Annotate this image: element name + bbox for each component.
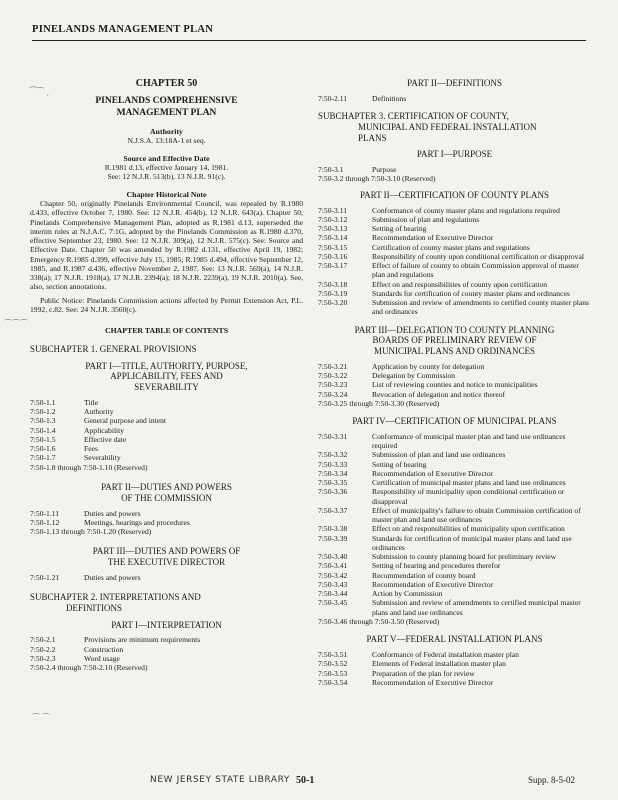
toc-row: 7:50-3.34 Recommendation of Executive Director bbox=[318, 468, 494, 478]
part-heading: PART II—DUTIES AND POWERS OF THE COMMISSION bbox=[101, 481, 232, 503]
toc-row: 7:50-3.17 Effect of failure of county to obtain Commission approval of master plan and regulations bbox=[318, 261, 579, 280]
toc-row: 7:50-3.22 Delegation by Commission bbox=[318, 371, 456, 381]
left-column bbox=[30, 78, 303, 672]
toc-row: 7:50-1.12 Meetings, hearings and procedures bbox=[30, 517, 190, 527]
running-head: PINELANDS MANAGEMENT PLAN bbox=[32, 24, 214, 35]
toc-row: 7:50-3.12 Submission of plan and regulations bbox=[318, 214, 480, 224]
toc-row: 7:50-3.31 Conformance of municipal master plan and land use ordinances required bbox=[318, 431, 566, 451]
toc-row: 7:50-3.11 Conformance of county master plans and regulations required bbox=[318, 205, 560, 215]
history-heading: Chapter Historical Note bbox=[126, 189, 207, 199]
toc-row: 7:50-3.32 Submission of plan and land use ordinances bbox=[318, 450, 506, 460]
toc-row: 7:50-2.3 Word usage bbox=[30, 653, 120, 663]
margin-mark: ⌒⌒⌒ bbox=[4, 319, 28, 328]
toc-row: 7:50-3.15 Certification of county master plans and regulations bbox=[318, 242, 530, 252]
part-heading: PART I—PURPOSE bbox=[416, 149, 493, 160]
source-see: See: 12 N.J.R. 513(b), 13 N.J.R. 91(c). bbox=[107, 172, 226, 182]
part-heading: PART IV—CERTIFICATION OF MUNICIPAL PLANS bbox=[352, 416, 557, 427]
margin-mark: ⌒ ⌒ bbox=[32, 713, 50, 722]
toc-row: 7:50-3.37 Effect of municipality's failure to obtain Commission certification of master plan and land use ordinances bbox=[318, 505, 581, 525]
toc-row: 7:50-3.39 Standards for certification of municipal master plans and land use ordinances bbox=[318, 533, 572, 552]
toc-row: 7:50-3.41 Setting of hearing and procedures therefor bbox=[318, 561, 501, 571]
page-number: 50-1 bbox=[296, 775, 315, 786]
toc-row: 7:50-2.1 Provisions are minimum requirements bbox=[30, 635, 201, 645]
toc-row: 7:50-1.7 Severability bbox=[30, 453, 121, 463]
toc-row: 7:50-3.44 Action by Commission bbox=[318, 589, 443, 599]
toc-range: 7:50-3.25 through 7:50-3.30 (Reserved) bbox=[318, 398, 440, 408]
toc-row: 7:50-3.53 Preparation of the plan for review bbox=[318, 668, 475, 678]
toc-row: 7:50-1.5 Effective date bbox=[30, 434, 127, 444]
toc-row: 7:50-1.21 Duties and powers bbox=[30, 572, 141, 582]
toc-row: 7:50-3.36 Responsibility of municipality upon conditional certification or disapproval bbox=[318, 487, 565, 506]
toc-row: 7:50-2.2 Construction bbox=[30, 644, 124, 654]
toc-range: 7:50-1.8 through 7:50-1.10 (Reserved) bbox=[30, 462, 148, 472]
toc-row: 7:50-3.1 Purpose bbox=[318, 165, 397, 175]
toc-row: 7:50-2.11 Definitions bbox=[318, 93, 407, 103]
toc-row: 7:50-3.24 Revocation of delegation and notice thereof bbox=[318, 389, 506, 399]
toc-row: 7:50-3.51 Conformance of Federal installation master plan bbox=[318, 650, 519, 660]
toc-row: 7:50-3.45 Submission and review of amendments to certified municipal master plans and land use ordinances bbox=[318, 598, 581, 617]
toc-row: 7:50-3.52 Elements of Federal installation master plan bbox=[318, 659, 506, 669]
public-notice: Public Notice: Pinelands Commission actions affected by Permit Extension Act, P.L. 1992, c.82. See: 24 N.J.R. 3560(c). bbox=[30, 295, 303, 314]
subchapter-2: SUBCHAPTER 2. INTERPRETATIONS AND DEFINITIONS bbox=[30, 592, 201, 613]
toc-row: 7:50-1.11 Duties and powers bbox=[30, 508, 141, 518]
authority-heading: Authority bbox=[150, 126, 183, 136]
toc-row: 7:50-3.38 Effect on and responsibilities of municipality upon certification bbox=[318, 524, 565, 534]
history-text: Chapter 50, originally Pinelands Environmental Council, was repealed by R.1980 d.433, effective October 7, 1980. See: 12 N.J.R. 454(b), 12 N.J.R. 643(a). Chapter 50, Pinelands Comprehensive Management Plan, adopted as R.1981 d.13, superseded the interim rules at N.J.A.C. 7:1G, adopted by the Pinelands Commission as R.1980 d.370, effective September 23, 1980. See: 12 N.J.R. 309(a), 12 N.J.R. 575(c). See: Source and Effective Date. Chapter 50 was amended by R.1982 d.131, effective April 19, 1982; Emergency R.1985 d.399, effective July 15, 1985; R.1985 d.494, effective September 12, 1985, and R.1987 d.436, effective November 2, 1987. See: 13 N.J.R. 569(a), 14 N.J.R. 338(a); 17 N.J.R. 1918(a), 17 N.J.R. 2394(a); 18 N.J.R. 2239(a), 19 N.J.R. 2010(a). See, also, section annotations. bbox=[30, 199, 303, 292]
supplement-date: Supp. 8-5-02 bbox=[528, 775, 575, 785]
toc-row: 7:50-3.35 Certification of municipal master plans and land use ordinances bbox=[318, 478, 566, 488]
toc-range: 7:50-3.46 through 7:50-3.50 (Reserved) bbox=[318, 616, 440, 626]
toc-row: 7:50-1.4 Applicability bbox=[30, 425, 125, 435]
source-text: R.1981 d.13, effective January 14, 1981. bbox=[104, 163, 229, 173]
toc-row: 7:50-1.3 General purpose and intent bbox=[30, 416, 167, 426]
toc-range: 7:50-3.2 through 7:50-3.10 (Reserved) bbox=[318, 174, 436, 184]
toc-row: 7:50-3.43 Recommendation of Executive Director bbox=[318, 579, 494, 589]
header-rule bbox=[32, 40, 586, 41]
part-heading: PART III—DELEGATION TO COUNTY PLANNING BOARDS OF PRELIMINARY REVIEW OF MUNICIPAL PLANS AND ORDINANCES bbox=[354, 324, 555, 357]
subchapter-1: SUBCHAPTER 1. GENERAL PROVISIONS bbox=[30, 343, 197, 354]
toc-list bbox=[30, 398, 303, 472]
toc-row: 7:50-3.21 Application by county for delegation bbox=[318, 361, 485, 371]
chapter-number: CHAPTER 50 bbox=[135, 78, 198, 89]
source-heading: Source and Effective Date bbox=[123, 153, 210, 163]
part-heading: PART II—DEFINITIONS bbox=[407, 78, 502, 88]
chapter-title: PINELANDS COMPREHENSIVE MANAGEMENT PLAN bbox=[95, 96, 238, 118]
toc-row: 7:50-3.33 Setting of hearing bbox=[318, 459, 427, 469]
part-heading: PART V—FEDERAL INSTALLATION PLANS bbox=[366, 634, 543, 645]
toc-row: 7:50-3.20 Submission and review of amendments to certified county master plans and ordinances bbox=[318, 298, 590, 317]
toc-row: 7:50-3.19 Standards for certification of county master plans and ordinances bbox=[318, 288, 570, 298]
authority-text: N.J.S.A. 13:18A-1 et seq. bbox=[127, 136, 206, 146]
toc-row: 7:50-3.16 Responsibility of county upon conditional certification or disapproval bbox=[318, 251, 584, 261]
toc-range: 7:50-1.13 through 7:50-1.20 (Reserved) bbox=[30, 527, 152, 536]
toc-row: 7:50-1.1 Title bbox=[30, 397, 99, 407]
part-heading: PART II—CERTIFICATION OF COUNTY PLANS bbox=[359, 189, 550, 200]
subchapter-3: SUBCHAPTER 3. CERTIFICATION OF COUNTY, MUNICIPAL AND FEDERAL INSTALLATION PLANS bbox=[318, 111, 537, 143]
part-heading: PART III—DUTIES AND POWERS OF THE EXECUTIVE DIRECTOR bbox=[92, 546, 241, 568]
part-heading: PART I—INTERPRETATION bbox=[111, 619, 222, 630]
toc-range: 7:50-2.4 through 7:50-2.10 (Reserved) bbox=[30, 663, 148, 673]
right-column bbox=[318, 78, 591, 687]
margin-mark: ⁀⌒ ˎ bbox=[30, 87, 50, 96]
toc-row: 7:50-3.54 Recommendation of Executive Director bbox=[318, 677, 494, 687]
toc-row: 7:50-1.6 Fees bbox=[30, 444, 98, 454]
toc-row: 7:50-3.14 Recommendation of Executive Director bbox=[318, 233, 494, 243]
toc-row: 7:50-3.23 List of reviewing counties and notice to municipalities bbox=[318, 380, 538, 390]
toc-heading: CHAPTER TABLE OF CONTENTS bbox=[104, 326, 229, 336]
toc-row: 7:50-1.2 Authority bbox=[30, 407, 114, 417]
library-stamp: NEW JERSEY STATE LIBRARY bbox=[150, 775, 291, 785]
toc-row: 7:50-3.18 Effect on and responsibilities of county upon certification bbox=[318, 279, 548, 289]
toc-row: 7:50-3.42 Recommendation of county board bbox=[318, 570, 476, 580]
toc-row: 7:50-3.13 Setting of hearing bbox=[318, 224, 427, 234]
part-heading: PART I—TITLE, AUTHORITY, PURPOSE, APPLICABILITY, FEES AND SEVERABILITY bbox=[85, 360, 248, 393]
toc-row: 7:50-3.40 Submission to county planning board for preliminary review bbox=[318, 552, 557, 562]
